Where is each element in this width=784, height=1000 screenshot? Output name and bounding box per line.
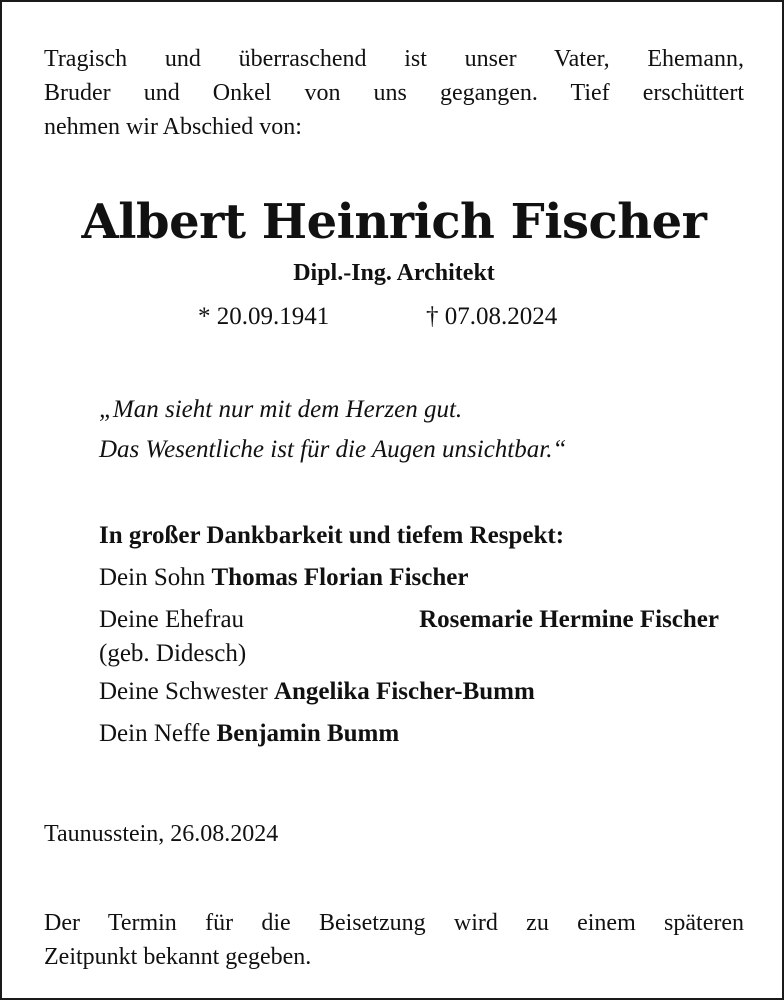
mourner-name: Thomas Florian Fischer xyxy=(211,564,469,591)
footer-line: Der Termin für die Beisetzung wird zu einem späteren xyxy=(44,910,744,936)
mourner-relation: Dein Sohn xyxy=(99,564,212,591)
intro-text xyxy=(44,42,744,144)
intro-line: Bruder und Onkel von uns gegangen. Tief erschüttert xyxy=(44,80,744,106)
deceased-title: Dipl.-Ing. Architekt xyxy=(293,260,495,286)
mourner-name: Rosemarie Hermine Fischer xyxy=(419,606,719,633)
mourner-name: Angelika Fischer-Bumm xyxy=(273,678,535,705)
mourner-relation: Deine Ehefrau xyxy=(99,606,245,633)
place-and-date: Taunusstein, 26.08.2024 xyxy=(44,821,279,847)
footer-text xyxy=(44,906,744,974)
mourner-row xyxy=(99,675,719,709)
intro-line: nehmen wir Abschied von: xyxy=(44,114,302,140)
footer-line: Zeitpunkt bekannt gegeben. xyxy=(44,944,312,970)
mourners-heading: In großer Dankbarkeit und tiefem Respekt: xyxy=(99,522,565,549)
deceased-name: Albert Heinrich Fischer xyxy=(81,194,707,250)
mourner-name: Benjamin Bumm xyxy=(216,720,400,747)
mourner-row xyxy=(99,561,719,595)
quote-line: Das Wesentliche ist für die Augen unsichtbar.“ xyxy=(99,436,567,463)
mourner-relation: Dein Neffe xyxy=(99,720,217,747)
mourners-section xyxy=(99,519,719,759)
mourner-row xyxy=(99,603,719,671)
mourner-note: (geb. Didesch) xyxy=(99,640,247,667)
quote-line: „Man sieht nur mit dem Herzen gut. xyxy=(99,396,463,423)
birth-date: * 20.09.1941 xyxy=(198,303,330,330)
mourner-relation: Deine Schwester xyxy=(99,678,274,705)
intro-line: Tragisch und überraschend ist unser Vater, Ehemann, xyxy=(44,46,744,72)
mourner-row xyxy=(99,717,719,751)
quote xyxy=(99,390,719,470)
death-date: † 07.08.2024 xyxy=(426,303,558,330)
